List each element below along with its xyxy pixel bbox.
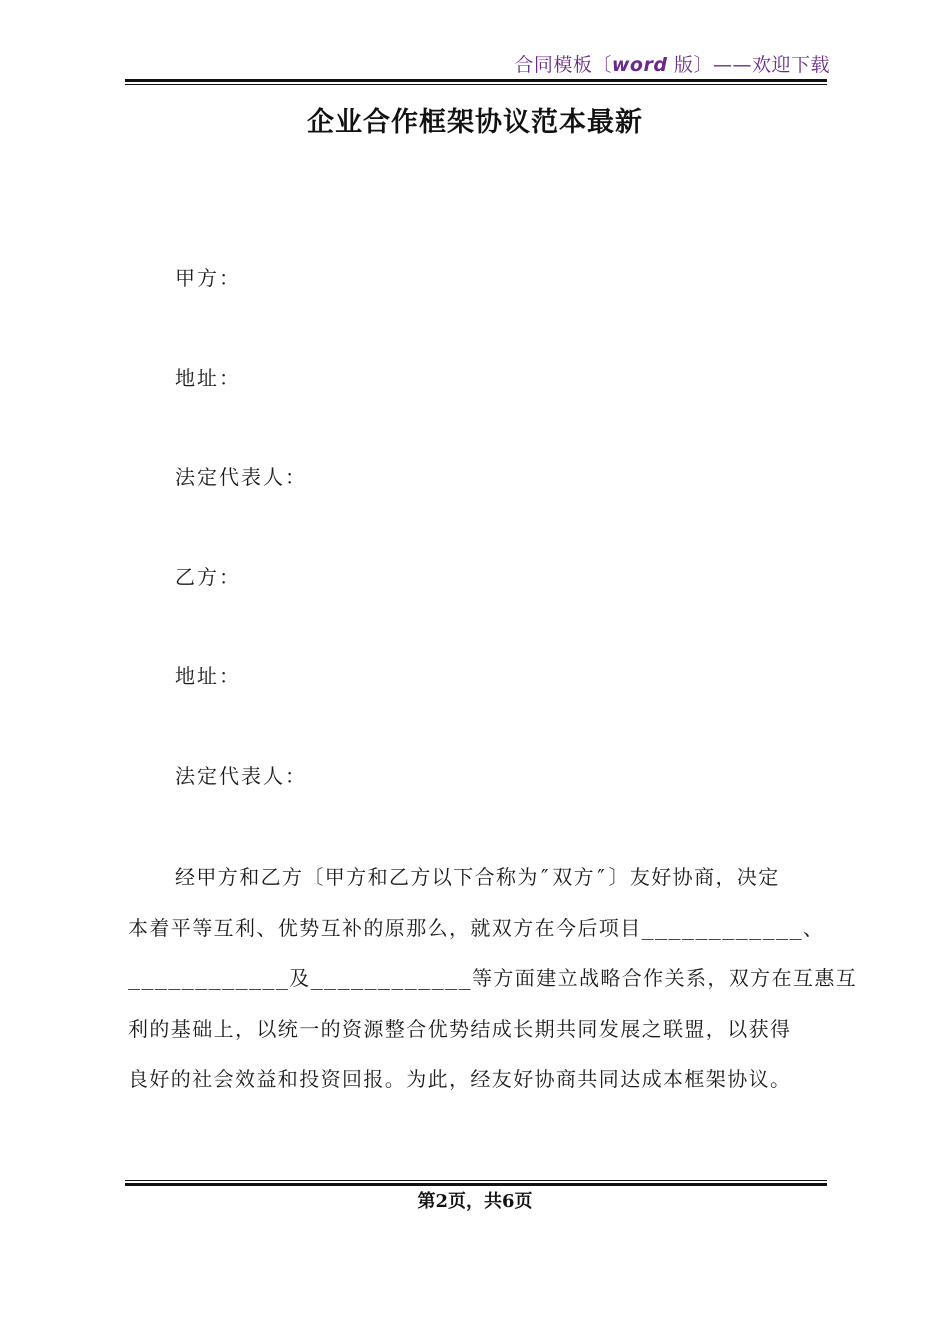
document-title: 企业合作框架协议范本最新 (307, 107, 643, 138)
paragraph-line: 良好的社会效益和投资回报。为此，经友好协商共同达成本框架协议。 (128, 1067, 792, 1092)
header-rule-thick (125, 79, 827, 82)
field-party-b: 乙方： (175, 565, 241, 589)
body-paragraph (128, 852, 858, 1105)
paragraph-line: 本着平等互利、优势互补的原那么，就双方在今后项目____________、 (128, 915, 825, 940)
footer-rule-thin (125, 1180, 827, 1181)
field-address-b: 地址： (175, 664, 241, 688)
paragraph-line: ____________及____________等方面建立战略合作关系，双方在互惠互 (128, 966, 858, 991)
page-number: 第2页，共6页 (417, 1191, 533, 1212)
header-rule-thin (125, 84, 827, 85)
field-legal-rep-b: 法定代表人： (175, 764, 307, 788)
header-prefix: 合同模板〔 (514, 54, 612, 76)
paragraph-line: 利的基础上，以统一的资源整合优势结成长期共同发展之联盟，以获得 (128, 1016, 792, 1041)
field-address-a: 地址： (175, 366, 241, 390)
footer-rule-thick (125, 1183, 827, 1186)
field-legal-rep-a: 法定代表人： (175, 465, 307, 489)
field-party-a: 甲方： (175, 266, 241, 290)
header-suffix: 版〕——欢迎下载 (667, 54, 830, 76)
header-word: word (611, 54, 668, 76)
header-banner (514, 50, 830, 77)
paragraph-line: 经甲方和乙方〔甲方和乙方以下合称为″双方″〕友好协商，决定 (175, 865, 780, 889)
